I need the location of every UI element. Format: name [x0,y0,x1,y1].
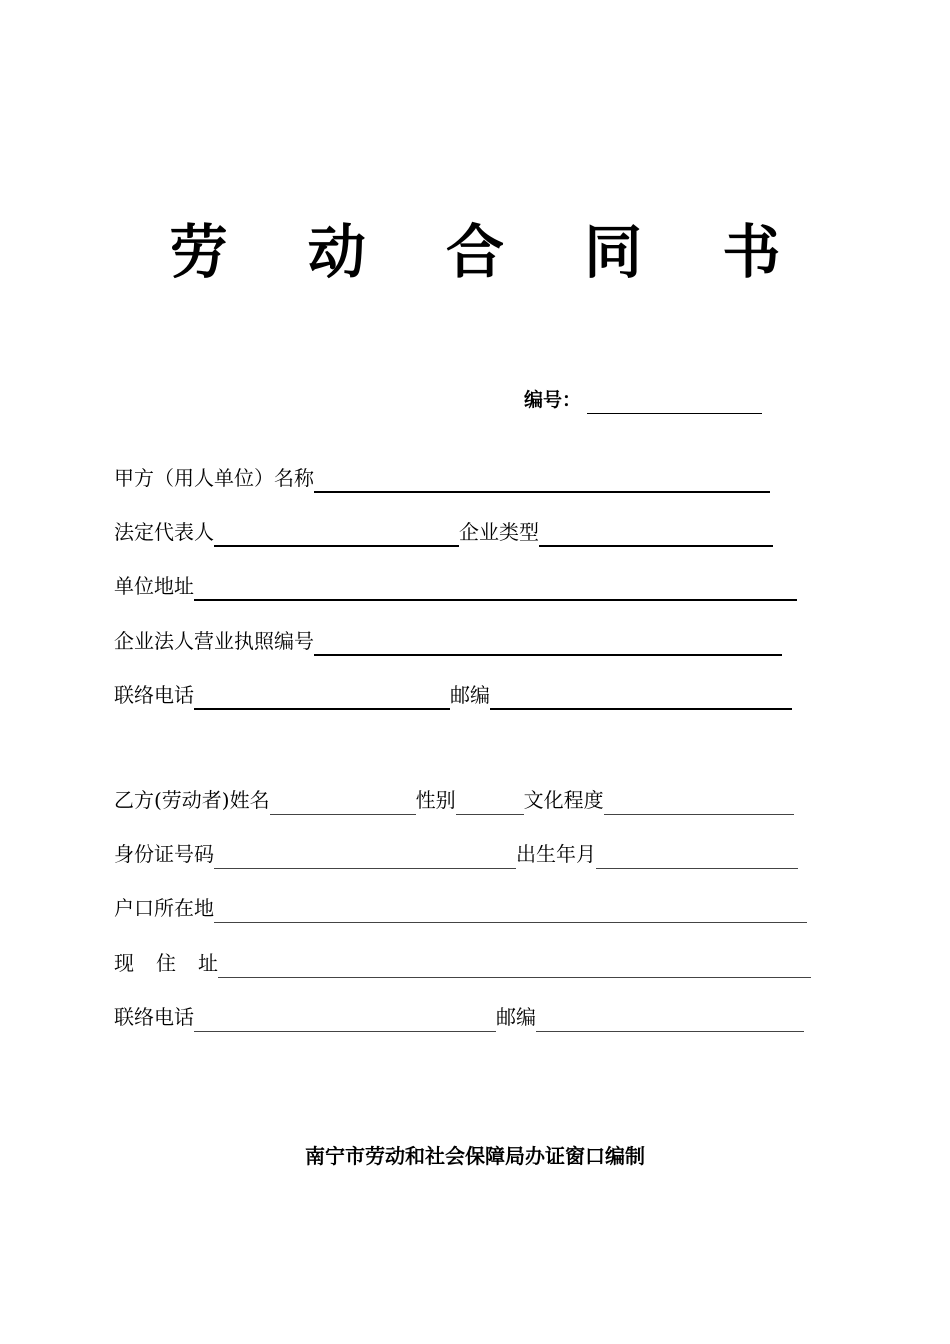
birth-date-label: 出生年月 [516,842,596,866]
party-b-residence-row [114,948,811,978]
party-a-contact-row [114,680,792,710]
party-b-phone-blank[interactable] [194,1009,496,1032]
residence-blank[interactable] [218,955,811,978]
legal-rep-label: 法定代表人 [114,520,214,544]
party-a-name-row [114,463,770,493]
education-label: 文化程度 [523,788,604,812]
residence-label-char-3: 址 [198,951,218,975]
party-a-name-blank[interactable] [314,469,770,493]
party-a-license-row [114,626,782,656]
serial-number-field [524,386,762,414]
company-address-label: 单位地址 [114,574,194,598]
party-a-address-row [114,571,797,601]
birth-date-blank[interactable] [596,846,798,869]
business-license-label: 企业法人营业执照编号 [114,629,314,653]
legal-rep-blank[interactable] [214,523,459,547]
company-address-blank[interactable] [194,577,797,601]
company-type-blank[interactable] [539,523,773,547]
serial-number-label: 编号： [524,389,582,411]
company-type-label: 企业类型 [459,520,539,544]
party-a-phone-blank[interactable] [194,686,450,710]
education-blank[interactable] [604,792,794,815]
party-b-postcode-label: 邮编 [496,1005,536,1029]
document-title: 劳 动 合 同 书 [169,218,811,286]
party-b-name-row [114,785,794,815]
party-b-postcode-blank[interactable] [536,1009,804,1032]
gender-label: 性别 [415,788,456,812]
party-a-phone-label: 联络电话 [114,683,194,707]
id-number-blank[interactable] [214,846,516,869]
business-license-blank[interactable] [314,632,782,656]
issuer-footer: 南宁市劳动和社会保障局办证窗口编制 [305,1144,645,1168]
party-b-name-blank[interactable] [270,792,416,815]
party-a-postcode-label: 邮编 [450,683,490,707]
party-b-name-label: 乙方(劳动者)姓名 [114,788,270,812]
residence-label-char-2: 住 [156,951,176,975]
party-a-postcode-blank[interactable] [490,686,792,710]
party-b-id-row [114,839,798,869]
residence-label-char-1: 现 [114,951,134,975]
gender-blank[interactable] [456,792,524,815]
id-number-label: 身份证号码 [114,842,214,866]
serial-number-blank[interactable] [587,393,762,414]
party-a-rep-row [114,517,773,547]
party-b-phone-label: 联络电话 [114,1005,194,1029]
party-b-contact-row [114,1002,804,1032]
hukou-label: 户口所在地 [114,896,214,920]
hukou-blank[interactable] [214,900,807,923]
party-a-name-label: 甲方（用人单位）名称 [114,466,314,490]
party-b-hukou-row [114,893,807,923]
